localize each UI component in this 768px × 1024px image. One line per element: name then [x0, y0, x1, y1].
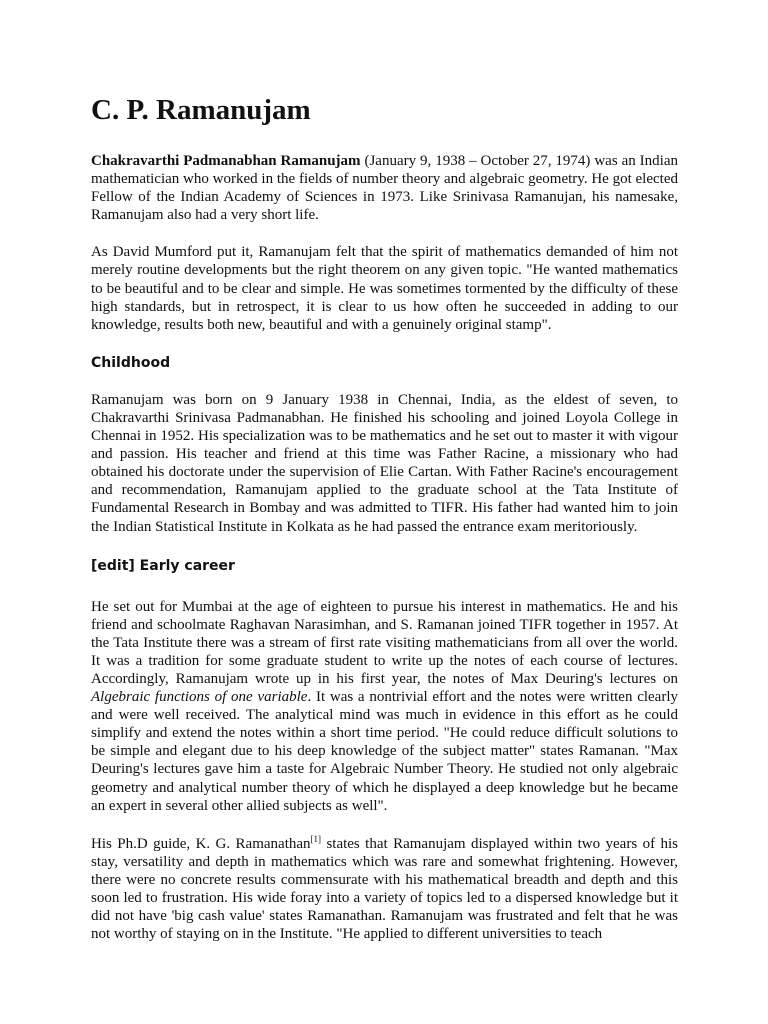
edit-section-link[interactable]: [edit]: [91, 557, 135, 574]
early-career-text: His Ph.D guide, K. G. Ramanathan: [91, 835, 311, 852]
intro-text: (January 9, 1938 – October 27, 1974) was an Indian mathematician who worked in the fields of number theory and algebraic geometry. He got elected Fellow of the Indian Academy of Sciences in 1973. Like Srinivasa Ramanujan, his namesake, Ramanujam also had a very short life.: [91, 153, 678, 224]
intro-paragraph: [91, 152, 678, 224]
section-heading-early-career: [91, 556, 678, 576]
early-career-text: He set out for Mumbai at the age of eighteen to pursue his interest in mathematics. He and his friend and schoolmate Raghavan Narasimhan, and S. Ramanan joined TIFR together in 1957. At the Tata Institute there was a stream of first rate visiting mathematicians from all over the world. It was a tradition for some graduate student to write up the notes of each course of lectures. Accordingly, Ramanujam wrote up in his first year, the notes of Max Deuring's lectures on: [91, 598, 678, 687]
citation-link[interactable]: [1]: [310, 833, 322, 844]
lecture-title: Algebraic functions of one variable: [91, 689, 308, 706]
early-career-paragraph-2: [91, 835, 678, 944]
section-heading-childhood: Childhood: [91, 354, 171, 371]
page-title: C. P. Ramanujam: [91, 94, 311, 126]
childhood-paragraph: Ramanujam was born on 9 January 1938 in Chennai, India, as the eldest of seven, to Chakravarthi Srinivasa Padmanabhan. He finished his schooling and joined Loyola College in Chennai in 1952. His specialization was to be mathematics and he set out to master it with vigour and passion. His teacher and friend at this time was Father Racine, a missionary who had obtained his doctorate under the supervision of Elie Cartan. With Father Racine's encouragement and recommendation, Ramanujam applied to the graduate school at the Tata Institute of Fundamental Research in Bombay and was admitted to TIFR. His father had wanted him to join the Indian Statistical Institute in Kolkata as he had passed the entrance exam meritoriously.: [91, 391, 678, 535]
early-career-text: states that Ramanujam displayed within two years of his stay, versatility and depth in mathematics which was rare and somewhat frightening. However, there were no concrete results commensurate with his mathematical breadth and depth and this soon led to frustration. His wide foray into a variety of topics led to a dispersed knowledge but it did not have 'big cash value' states Ramanathan. Ramanujam was frustrated and felt that he was not worthy of staying on in the Institute. "He applied to different universities to teach: [91, 835, 678, 943]
subject-full-name: Chakravarthi Padmanabhan Ramanujam: [91, 153, 361, 169]
early-career-paragraph-1: [91, 598, 678, 815]
section-heading-label: Early career: [134, 557, 235, 574]
mumford-quote-paragraph: As David Mumford put it, Ramanujam felt that the spirit of mathematics demanded of him not merely routine developments but the right theorem on any given topic. "He wanted mathematics to be beautiful and to be clear and simple. He was sometimes tormented by the difficulty of these high standards, but in retrospect, it is clear to us how often he succeeded in adding to our knowledge, results both new, beautiful and with a genuinely original stamp".: [91, 244, 678, 333]
early-career-text: . It was a nontrivial effort and the notes were written clearly and were well received. The analytical mind was much in evidence in this effort as he could simplify and extend the notes within a short time period. "He could reduce difficult solutions to be simple and elegant due to his deep knowledge of the subject matter" states Ramanan. "Max Deuring's lectures gave him a taste for Algebraic Number Theory. He studied not only algebraic geometry and analytical number theory of which he displayed a deep knowledge but he became an expert in several other allied subjects as well".: [91, 689, 678, 814]
article: [91, 90, 678, 962]
